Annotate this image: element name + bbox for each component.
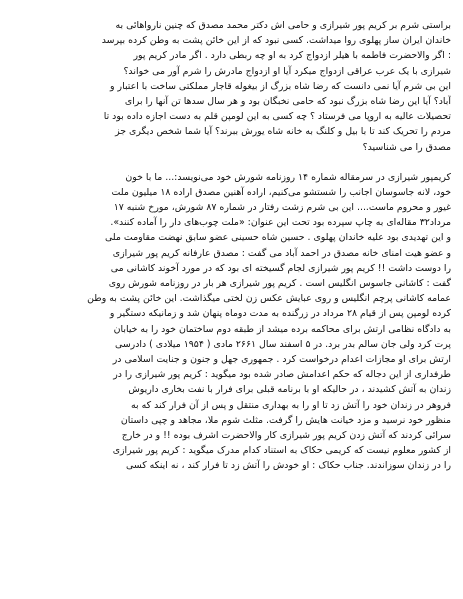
text-line: این بی شرم آیا نمی دانست که رضا شاه بزرگ از بیغوله قاجار مملکتی ساخت با اعتبار و <box>110 80 451 92</box>
text-line: براستی شرم بر کریم پور شیرازی و حامی اش دکتر محمد مصدق که چنین ناروا‌هائی به <box>115 20 451 31</box>
document-page <box>12 18 451 593</box>
paragraph-1 <box>12 18 451 155</box>
text-line: سرائی کردند که آتش زدن کریم پور شیرازی کار والاحضرت اشرف بوده !! و در خارج <box>121 429 451 441</box>
text-line: طرفداری از این دجاله که حکم اعدامش صادر شده بود میگوید : کریم پور شیرازی را در <box>113 369 451 381</box>
text-line: خاندان ایران ساز پهلوی روا میداشت. کسی نبود که از این خائن پشت به وطن کرده بپرسد <box>101 35 451 47</box>
text-line: فروهر در زندان خود را آتش زد تا او را به بهداری منتقل و پس از آن فرار کند که به <box>130 399 451 411</box>
text-line: گفت : کاشانی جاسوس انگلیس است . کریم پور شیرازی هر بار در روزنامه شورش روی <box>108 278 451 289</box>
paragraph-2 <box>12 170 451 474</box>
text-line: منظور خود نرسید و مزد خیانت هایش را گرفت. مثلث شوم ملا، مجاهد و چپی داستان <box>120 414 451 426</box>
text-line: کرده لومپن پس از قیام ۲۸ مرداد در زرگنده به مدت دوماه پنهان شد و زمانیکه دستگیر و <box>109 308 451 320</box>
text-line: از کشور معلوم نیست که کریمی حکاک به استناد کدام مدرک میگوید : کریم پور شیرازی <box>112 445 451 457</box>
text-line: کریمپور شیرازی در سرمقاله شماره ۱۴ روزنامه شورش خود می‌نویسد:... ما با خون <box>125 171 451 183</box>
text-line: به دادگاه نظامی ارتش برای محاکمه برده میشد از طبقه دوم ساختمان خود را به خیابان <box>113 323 451 335</box>
text-line: آباد؟ آیا این رضا شاه بزرگ نبود که حامی نخبگان بود و هر سال سدها تن آنها را برای <box>124 95 451 107</box>
text-line: عمامه کاشانی پرچم انگلیس و روی عبایش عکس زن لختی میگذاشت. این خائن پشت به وطن <box>87 293 451 305</box>
text-line: و این تهدیدی بود علیه خاندان پهلوی . حسین شاه حسینی عضو سابق نهضت مقاومت ملی <box>104 232 451 244</box>
text-line: مردم را تحریک کند تا با بیل و کلنگ به خانه شاه یورش ببرند؟ آیا شما شخص دیگری جز <box>115 126 451 138</box>
text-line: شیرازی با یک عرب عراقی ازدواج میکرد آیا او ازدواج مادرش را شرم آور می خواند؟ <box>123 65 451 77</box>
text-line: خود، لانه جاسوسان اجانب را شستشو می‌کنیم، اراده آهنین مصدق اراده ۱۸ میلیون ملت <box>111 186 451 198</box>
paragraph-spacer <box>12 155 451 170</box>
text-line: مصدق را می شناسید؟ <box>362 141 451 153</box>
text-line: زندان به آتش کشیدند ، در حالیکه او با برنامه قبلی برای فرار با نفت بخاری داریوش <box>128 384 451 396</box>
text-line: غیور و محروم ماست.... این بی شرم زشت رفتار در شماره ۸۷ شورش، مورخ شنبه ۱۷ <box>113 202 451 214</box>
text-line: مرداد۳۲ مقاله‌ای به چاپ سپرده بود تحت این عنوان: «ملت چوب‌های دار را آماده کنند». <box>110 217 451 229</box>
text-line: را دوست داشت !! کریم پور شیرازی لجام گسیخته ای بود که در مورد آخوند کاشانی می <box>110 262 451 274</box>
text-line: را در زندان سوزاندند. جناب حکاک : او خودش را آتش زد تا فرار کند ، نه اینکه کسی <box>126 460 451 472</box>
text-line: پرت کرد ولی جان سالم بدر برد. در ۵ اسفند سال ۲۶۶۱ مادی ( ۱۹۵۴ میلادی ) دادرسی <box>115 338 451 350</box>
text-line: و عضو هیت امنای خانه مصدق در احمد آباد می گفت : مصدق عارفانه کریم پور شیرازی <box>112 247 451 259</box>
text-line: تحصیلات عالیه به اروپا می فرستاد ؟ چه کسی به این لومپن قلم به دست اجازه داده بود تا <box>103 111 451 123</box>
text-line: : اگر والاحضرت فاطمه با هیلر ازدواج کرد به او چه ربطی دارد . اگر مادر کریم پور <box>133 50 451 62</box>
text-line: ارتش برای او مجازات اعدام درخواست کرد . جمهوری جهل و جنون و جنایت اسلامی در <box>112 353 451 365</box>
